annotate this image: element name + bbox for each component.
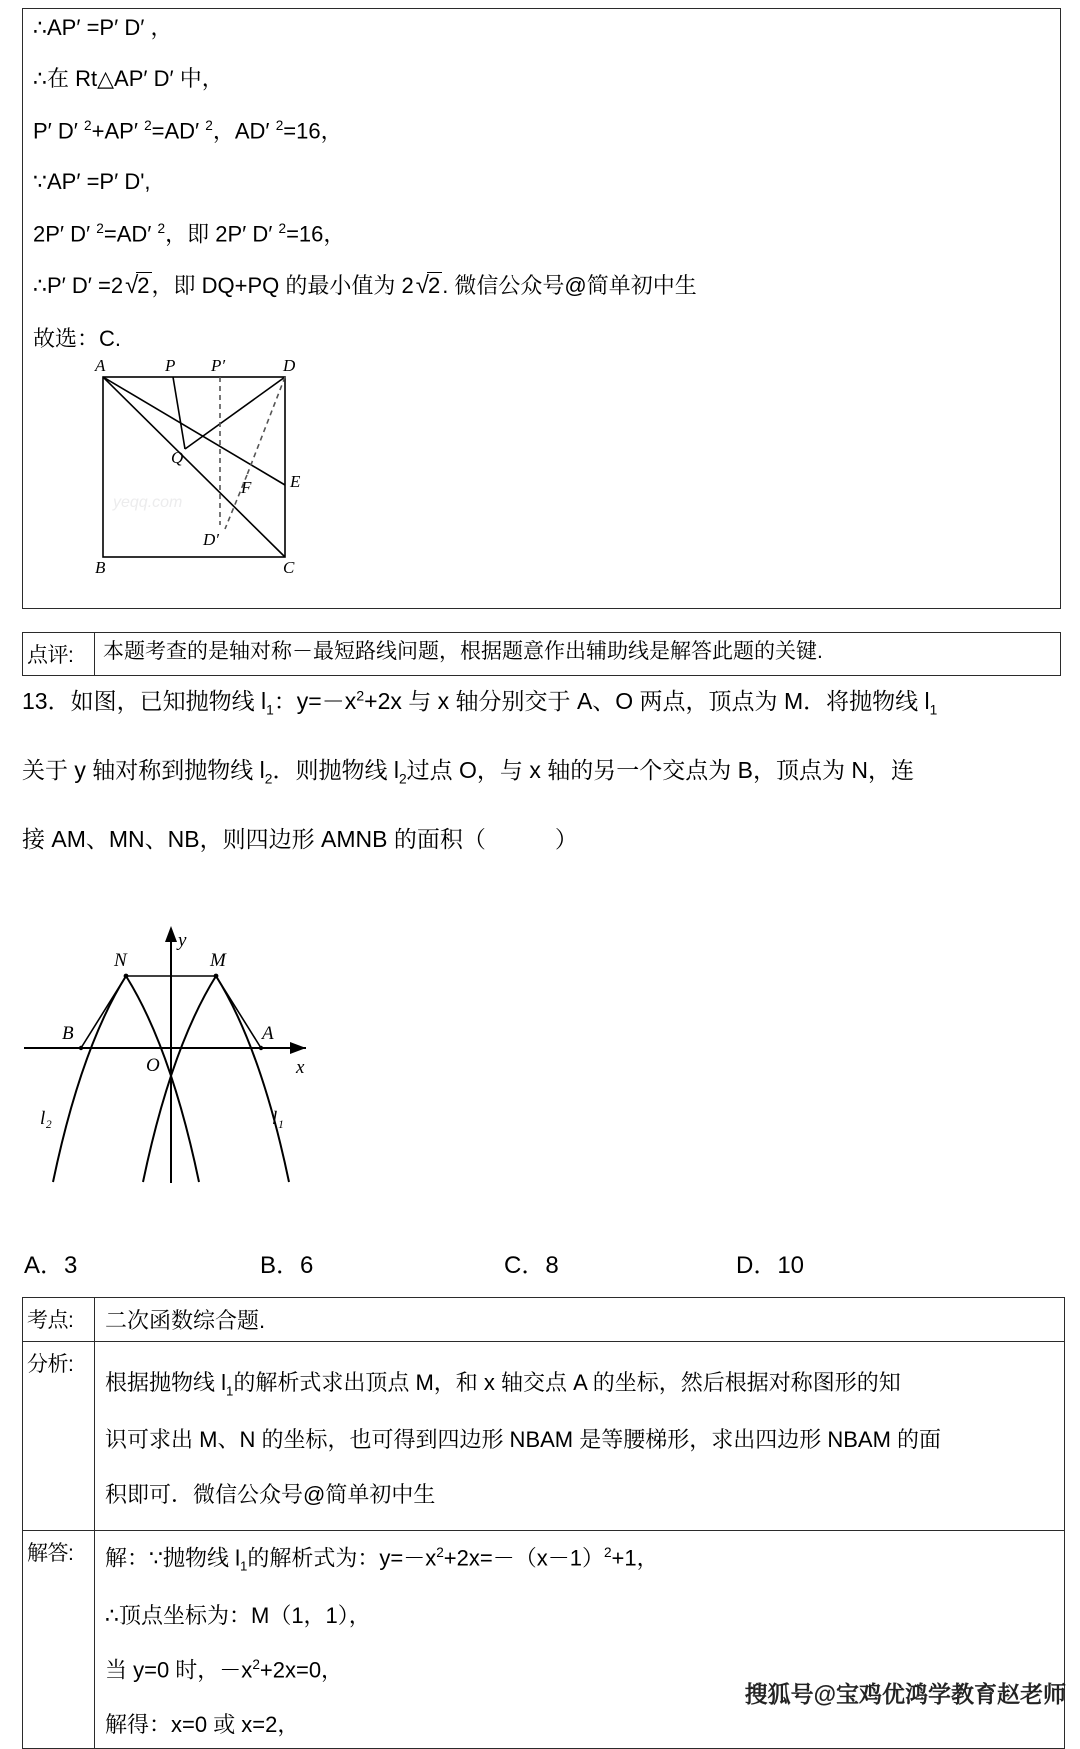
superscript: 2: [356, 688, 365, 705]
text: 的解析式为：y=－x: [247, 1545, 437, 1571]
square-root-icon: √2: [415, 272, 441, 300]
label-D: D: [283, 357, 296, 376]
jieda-line-1: [105, 1545, 1056, 1575]
option-d[interactable]: D．10: [736, 1252, 805, 1279]
fenxi-line-3: 积即可．微信公众号@简单初中生: [105, 1481, 436, 1507]
text: 13．如图，已知抛物线 l: [22, 688, 267, 714]
fenxi-body: [95, 1342, 1065, 1531]
jieda-line-2: ∴顶点坐标为：M（1，1），: [105, 1602, 371, 1628]
table-row: [23, 9, 1061, 609]
solution-line-4: ∵AP′ =P′ D',: [33, 169, 151, 195]
curve-l1: [143, 976, 289, 1182]
segment-NB: [81, 976, 126, 1048]
comment-label: 点评:: [23, 633, 95, 676]
label-C: C: [283, 558, 295, 578]
text: 过点 O，与 x 轴的另一个交点为 B，顶点为 N，连: [406, 757, 914, 784]
text: ，即 DQ+PQ 的最小值为 2: [151, 273, 414, 299]
text: P′ D′: [33, 117, 85, 143]
table-row-kaodian: [23, 1298, 1065, 1342]
label-P-prime: P′: [211, 357, 226, 376]
point-M: [214, 974, 219, 979]
solution-line-7: 故选：C.: [33, 325, 122, 351]
text: ∴P′ D′ =2: [33, 273, 124, 299]
question-13: [22, 688, 1070, 892]
fenxi-label: 分析:: [23, 1342, 95, 1531]
superscript: 2: [205, 117, 213, 133]
point-A: [259, 1046, 263, 1050]
text: 的解析式求出顶点 M，和 x 轴交点 A 的坐标，然后根据对称图形的知: [233, 1370, 901, 1395]
solution-line-1: ∴AP′ =P′ D′ ，: [33, 15, 173, 40]
text: ：y=－x: [273, 688, 357, 714]
comment-body: 本题考查的是轴对称－最短路线问题，根据题意作出辅助线是解答此题的关键.: [95, 633, 1061, 676]
label-x-axis: x: [296, 1057, 305, 1078]
fenxi-line-2: 识可求出 M、N 的坐标，也可得到四边形 NBAM 是等腰梯形，求出四边形 NBAM 的面: [105, 1427, 942, 1453]
jieda-line-4: 解得：x=0 或 x=2，: [105, 1711, 300, 1737]
segment-MA: [216, 976, 261, 1048]
label-origin: O: [146, 1055, 160, 1076]
option-c[interactable]: C．8: [504, 1252, 559, 1279]
solution-body-cell: [23, 9, 1061, 609]
question-line-1: [22, 688, 1070, 719]
jieda-body: [95, 1531, 1065, 1749]
superscript: 2: [144, 117, 152, 133]
superscript: 2: [157, 220, 166, 236]
text: . 微信公众号@简单初中生: [442, 273, 697, 299]
text: =16，: [286, 220, 346, 246]
text: ，即 2P′ D′: [165, 220, 279, 246]
table-row-jieda: [23, 1531, 1065, 1749]
text: 根据抛物线 l: [105, 1370, 227, 1395]
label-y-axis: y: [178, 930, 187, 951]
geometry-diagram-square-ABCD: [85, 357, 355, 595]
label-curve-l2: l₂: [40, 1108, 52, 1129]
label-N: N: [114, 950, 127, 971]
solution-table-top: [22, 8, 1061, 609]
radicand: 2: [427, 273, 441, 299]
x-axis-arrow: [290, 1042, 306, 1054]
text: +2x 与 x 轴分别交于 A、O 两点，顶点为 M．将抛物线 l: [364, 688, 930, 714]
label-B: B: [62, 1023, 74, 1044]
table-row-fenxi: [23, 1342, 1065, 1531]
option-a[interactable]: A．3: [24, 1252, 78, 1279]
solution-line-6: [33, 272, 1052, 300]
source-watermark: 搜狐号@宝鸡优鸿学教育赵老师: [744, 1681, 1066, 1707]
subscript: 1: [226, 1383, 234, 1399]
superscript: 2: [436, 1545, 444, 1561]
question-line-2: [22, 757, 1070, 788]
fenxi-line-1: [105, 1370, 1056, 1399]
option-b[interactable]: B．6: [260, 1252, 314, 1279]
text: 关于 y 轴对称到抛物线 l: [22, 757, 265, 784]
text: +2x=－（x－1）: [443, 1545, 604, 1571]
question-line-3: 接 AM、MN、NB，则四边形 AMNB 的面积（ ）: [22, 826, 578, 853]
radicand: 2: [137, 273, 150, 299]
superscript: 2: [84, 117, 92, 133]
table-row: [23, 633, 1061, 676]
point-N: [124, 974, 129, 979]
text: +1，: [611, 1545, 659, 1571]
text: =AD′: [151, 117, 206, 143]
label-D-prime: D′: [203, 530, 219, 550]
subscript: 2: [264, 771, 273, 787]
label-P: P: [165, 357, 176, 376]
text: +AP′: [91, 117, 145, 143]
text: =16，: [283, 117, 343, 143]
label-M: M: [210, 950, 226, 971]
ghost-watermark: yeqq.com: [113, 494, 183, 512]
parabola-graph-figure: [6, 908, 336, 1193]
subscript: 1: [266, 702, 274, 718]
y-axis-arrow: [165, 926, 177, 942]
kaodian-body: 二次函数综合题.: [95, 1298, 1065, 1342]
text: 2P′ D′: [33, 220, 97, 246]
label-A: A: [95, 357, 106, 376]
square-root-icon: √2: [125, 272, 150, 300]
superscript: 2: [603, 1545, 612, 1561]
superscript: 2: [278, 220, 287, 236]
kaodian-label: 考点:: [23, 1298, 95, 1342]
subscript: 1: [929, 702, 938, 718]
label-curve-l1: l₁: [272, 1108, 284, 1129]
curve-l2: [53, 976, 199, 1182]
superscript: 2: [96, 220, 104, 236]
text: +2x=0，: [259, 1657, 344, 1683]
superscript: 2: [252, 1656, 260, 1672]
point-B: [79, 1046, 83, 1050]
subscript: 1: [240, 1558, 248, 1574]
label-F: F: [241, 478, 252, 498]
label-Q: Q: [171, 448, 184, 468]
solution-line-5: [33, 221, 1052, 247]
jieda-label: 解答:: [23, 1531, 95, 1749]
subscript: 2: [398, 771, 407, 787]
label-A: A: [262, 1023, 274, 1044]
solution-line-3: [33, 118, 1052, 144]
label-E: E: [290, 472, 301, 492]
text: ，AD′: [212, 117, 276, 143]
text: =AD′: [103, 220, 158, 246]
superscript: 2: [275, 117, 284, 133]
label-B: B: [95, 558, 106, 578]
text: 当 y=0 时，－x: [105, 1657, 253, 1683]
comment-table: [22, 632, 1061, 676]
solution-line-2: ∴在 Rt△AP′ D′ 中，: [33, 66, 224, 92]
text: 解：∵抛物线 l: [105, 1545, 240, 1571]
text: ．则抛物线 l: [272, 757, 399, 784]
